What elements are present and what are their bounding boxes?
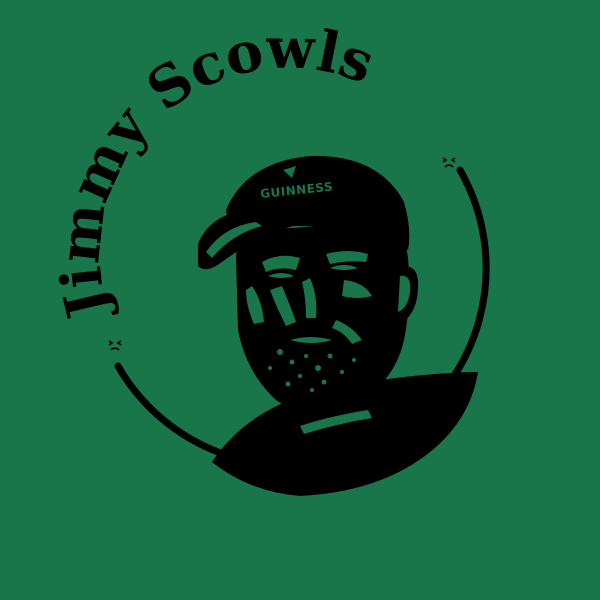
cap-brand: GUINNESS	[259, 179, 334, 202]
logo-title: Jimmy Scowls	[46, 15, 383, 324]
frown-icon	[443, 158, 455, 167]
frown-icon	[109, 341, 121, 350]
portrait	[198, 156, 478, 496]
